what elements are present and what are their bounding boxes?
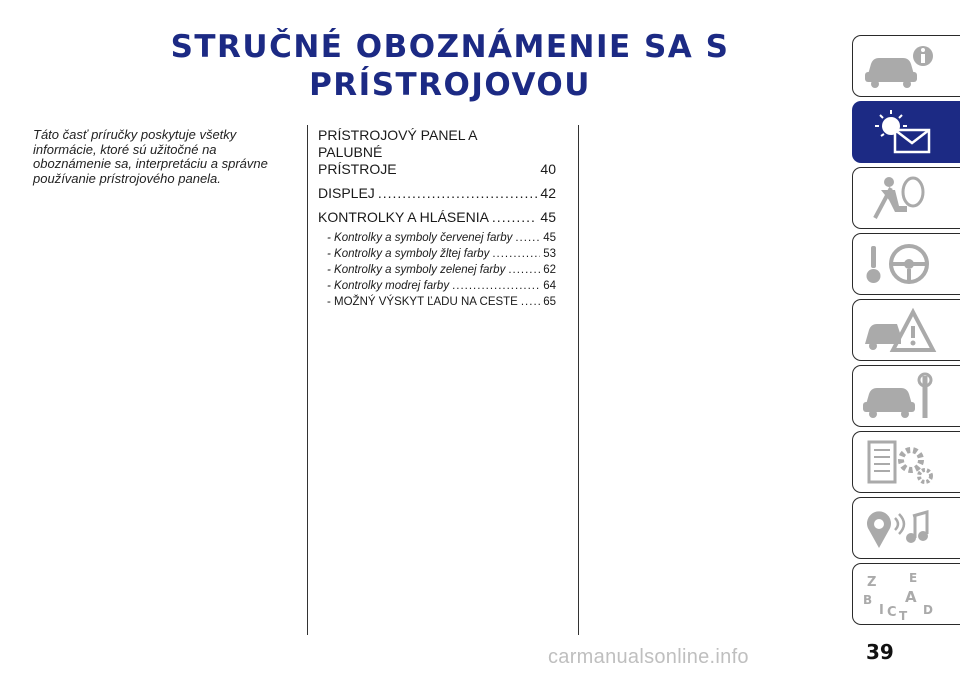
toc-subentry[interactable] xyxy=(318,246,556,262)
svg-text:B: B xyxy=(863,593,873,607)
toc-entry-page: 40 xyxy=(540,161,556,177)
table-of-contents xyxy=(318,127,556,313)
tab-emergency[interactable] xyxy=(852,299,960,361)
breakdown-warning-triangle-icon xyxy=(861,306,937,356)
toc-leader-dots xyxy=(492,209,538,226)
toc-leader-dots xyxy=(452,278,540,294)
alphabetical-index-icon xyxy=(861,570,937,620)
toc-leader-dots xyxy=(492,246,540,262)
toc-entry-page: 42 xyxy=(540,185,556,201)
svg-text:C: C xyxy=(887,605,897,620)
toc-entry-label: DISPLEJ xyxy=(318,185,375,201)
toc-entry-page: 45 xyxy=(540,209,556,225)
toc-subentry-label: - Kontrolky modrej farby xyxy=(327,280,450,292)
toc-subentry-label: - Kontrolky a symboly zelenej farby xyxy=(327,264,506,276)
svg-text:Z: Z xyxy=(867,575,877,590)
svg-text:A: A xyxy=(905,588,917,606)
toc-entry[interactable] xyxy=(318,209,556,226)
car-maintenance-wrench-icon xyxy=(861,372,937,422)
page-number: 39 xyxy=(866,640,894,664)
toc-leader-dots xyxy=(508,262,540,278)
toc-leader-dots xyxy=(521,294,540,310)
toc-entry-label: PRÍSTROJOVÝ PANEL A PALUBNÉ PRÍSTROJE xyxy=(318,127,477,177)
toc-entry-label: KONTROLKY A HLÁSENIA xyxy=(318,209,489,225)
toc-subentry-label: - Kontrolky a symboly červenej farby xyxy=(327,232,513,244)
toc-subentry-page: 65 xyxy=(543,296,556,308)
toc-subentry-label: - Kontrolky a symboly žltej farby xyxy=(327,248,490,260)
tab-technical-data[interactable] xyxy=(852,431,960,493)
toc-leader-dots xyxy=(515,230,540,246)
tab-multimedia[interactable] xyxy=(852,497,960,559)
intro-paragraph: Táto časť príručky poskytuje všetky informácie, ktoré sú užitočné na oboznámenie sa, interpretáciu a správne používanie prístrojového panela. xyxy=(33,127,268,186)
page-title xyxy=(120,28,780,104)
toc-subentry-page: 64 xyxy=(543,280,556,292)
toc-subentry-page: 62 xyxy=(543,264,556,276)
toc-subentry[interactable] xyxy=(318,230,556,246)
title-line-2: PRÍSTROJOVOU xyxy=(309,67,591,103)
multimedia-music-icon xyxy=(861,504,937,554)
key-steering-wheel-icon xyxy=(861,240,937,290)
toc-subentry[interactable] xyxy=(318,262,556,278)
svg-text:D: D xyxy=(923,603,933,617)
toc-entry[interactable] xyxy=(318,127,556,178)
tab-car-info[interactable] xyxy=(852,35,960,97)
toc-subentry[interactable] xyxy=(318,278,556,294)
toc-subentry-page: 45 xyxy=(543,232,556,244)
airbag-safety-icon xyxy=(861,174,937,224)
tab-starting-driving[interactable] xyxy=(852,233,960,295)
toc-subentry-label: - MOŽNÝ VÝSKYT ĽADU NA CESTE xyxy=(327,296,518,308)
car-info-icon xyxy=(861,42,937,92)
technical-data-gear-icon xyxy=(861,438,937,488)
svg-text:T: T xyxy=(899,609,908,620)
tab-dashboard[interactable] xyxy=(852,101,960,163)
svg-text:I: I xyxy=(879,603,884,618)
tab-safety[interactable] xyxy=(852,167,960,229)
toc-subentry-page: 53 xyxy=(543,248,556,260)
toc-subentry[interactable] xyxy=(318,294,556,310)
column-divider-left xyxy=(307,125,308,635)
dashboard-warning-icon xyxy=(861,108,937,158)
column-divider-right xyxy=(578,125,579,635)
watermark: carmanualsonline.info xyxy=(548,646,749,668)
title-line-1: STRUČNÉ OBOZNÁMENIE SA S xyxy=(170,29,730,65)
toc-leader-dots xyxy=(378,185,538,202)
tab-maintenance[interactable] xyxy=(852,365,960,427)
toc-entry[interactable] xyxy=(318,185,556,202)
svg-text:E: E xyxy=(909,571,918,585)
tab-index[interactable] xyxy=(852,563,960,625)
